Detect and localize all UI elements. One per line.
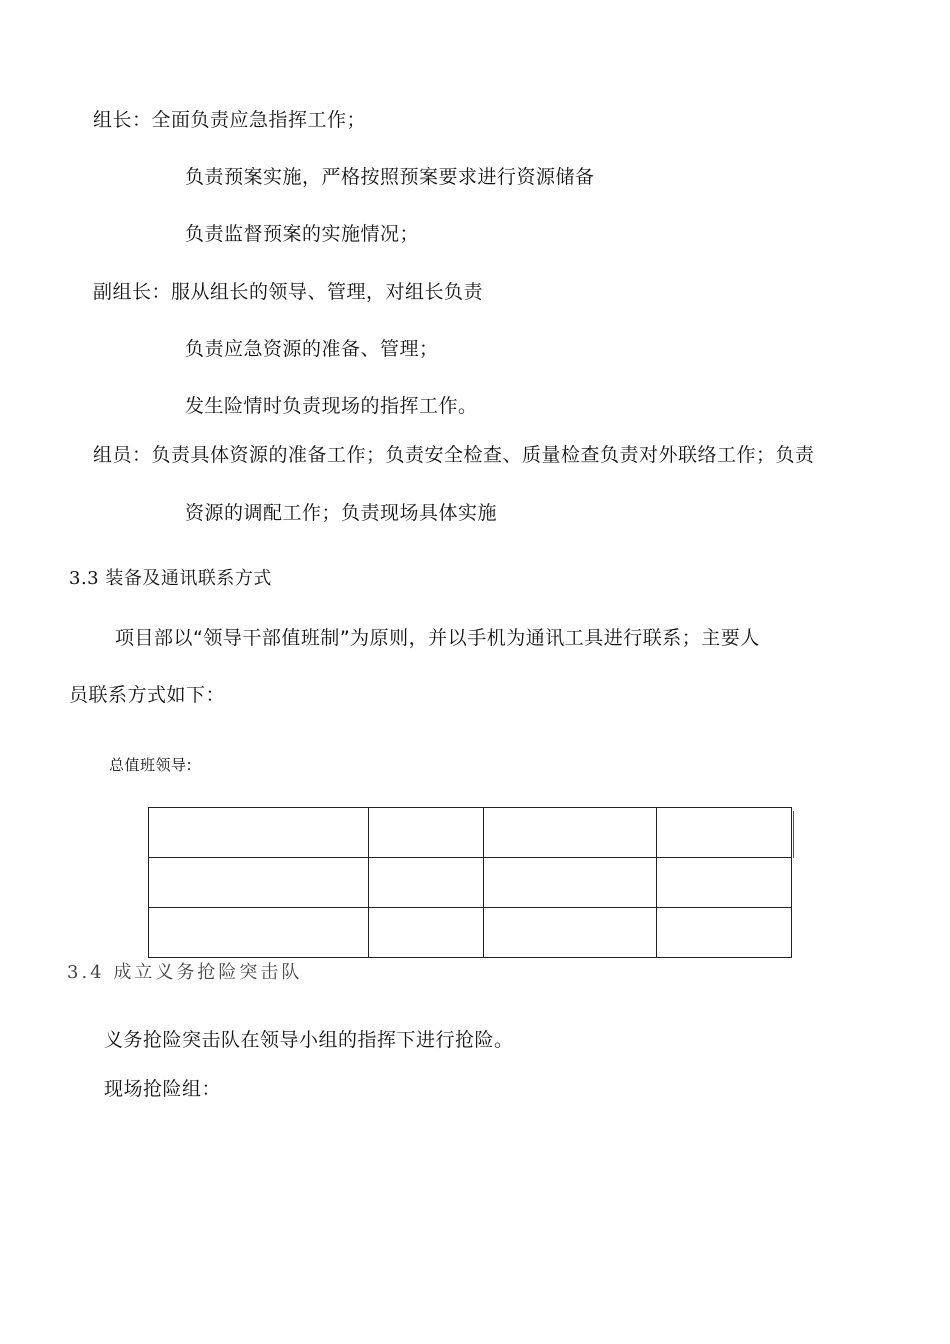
table-cell <box>484 808 657 858</box>
table-row <box>149 908 792 958</box>
member-role-text: 组员：负责具体资源的准备工作；负责安全检查、质量检查负责对外联络工作；负责 <box>93 444 815 466</box>
section-3-3-paragraph-line-2: 员联系方式如下： <box>69 684 226 706</box>
deputy-role-text: 副组长：服从组长的领导、管理，对组长负责 <box>93 281 484 303</box>
table-cell <box>657 908 792 958</box>
table-row <box>149 808 792 858</box>
section-3-3-paragraph-line-1: 项目部以“领导干部值班制”为原则，并以手机为通讯工具进行联系；主要人 <box>115 627 760 649</box>
section-3-4-heading: 3.4 成立义务抢险突击队 <box>67 962 303 983</box>
table-cell <box>149 808 369 858</box>
table-cell <box>149 858 369 908</box>
deputy-duty-1-text: 负责应急资源的准备、管理； <box>185 338 439 360</box>
contact-table <box>148 807 792 958</box>
table-row <box>149 858 792 908</box>
member-role-text-continued: 资源的调配工作；负责现场具体实施 <box>185 502 498 524</box>
leader-role-text: 组长：全面负责应急指挥工作； <box>93 109 367 131</box>
table-cell <box>369 908 484 958</box>
table-cell <box>657 858 792 908</box>
table-caption: 总值班领导: <box>109 756 193 774</box>
leader-duty-1-text: 负责预案实施，严格按照预案要求进行资源储备 <box>185 166 595 188</box>
table-cell <box>484 908 657 958</box>
table-cell <box>369 858 484 908</box>
table-cell <box>369 808 484 858</box>
table-cell <box>484 858 657 908</box>
table-edge-mark <box>793 811 794 858</box>
table-cell <box>657 808 792 858</box>
section-3-3-heading: 3.3 装备及通讯联系方式 <box>69 568 272 589</box>
rescue-team-subheading: 现场抢险组： <box>104 1078 222 1100</box>
deputy-duty-2-text: 发生险情时负责现场的指挥工作。 <box>185 395 478 417</box>
leader-duty-2-text: 负责监督预案的实施情况； <box>185 223 420 245</box>
table-cell <box>149 908 369 958</box>
section-3-4-paragraph: 义务抢险突击队在领导小组的指挥下进行抢险。 <box>104 1029 514 1051</box>
